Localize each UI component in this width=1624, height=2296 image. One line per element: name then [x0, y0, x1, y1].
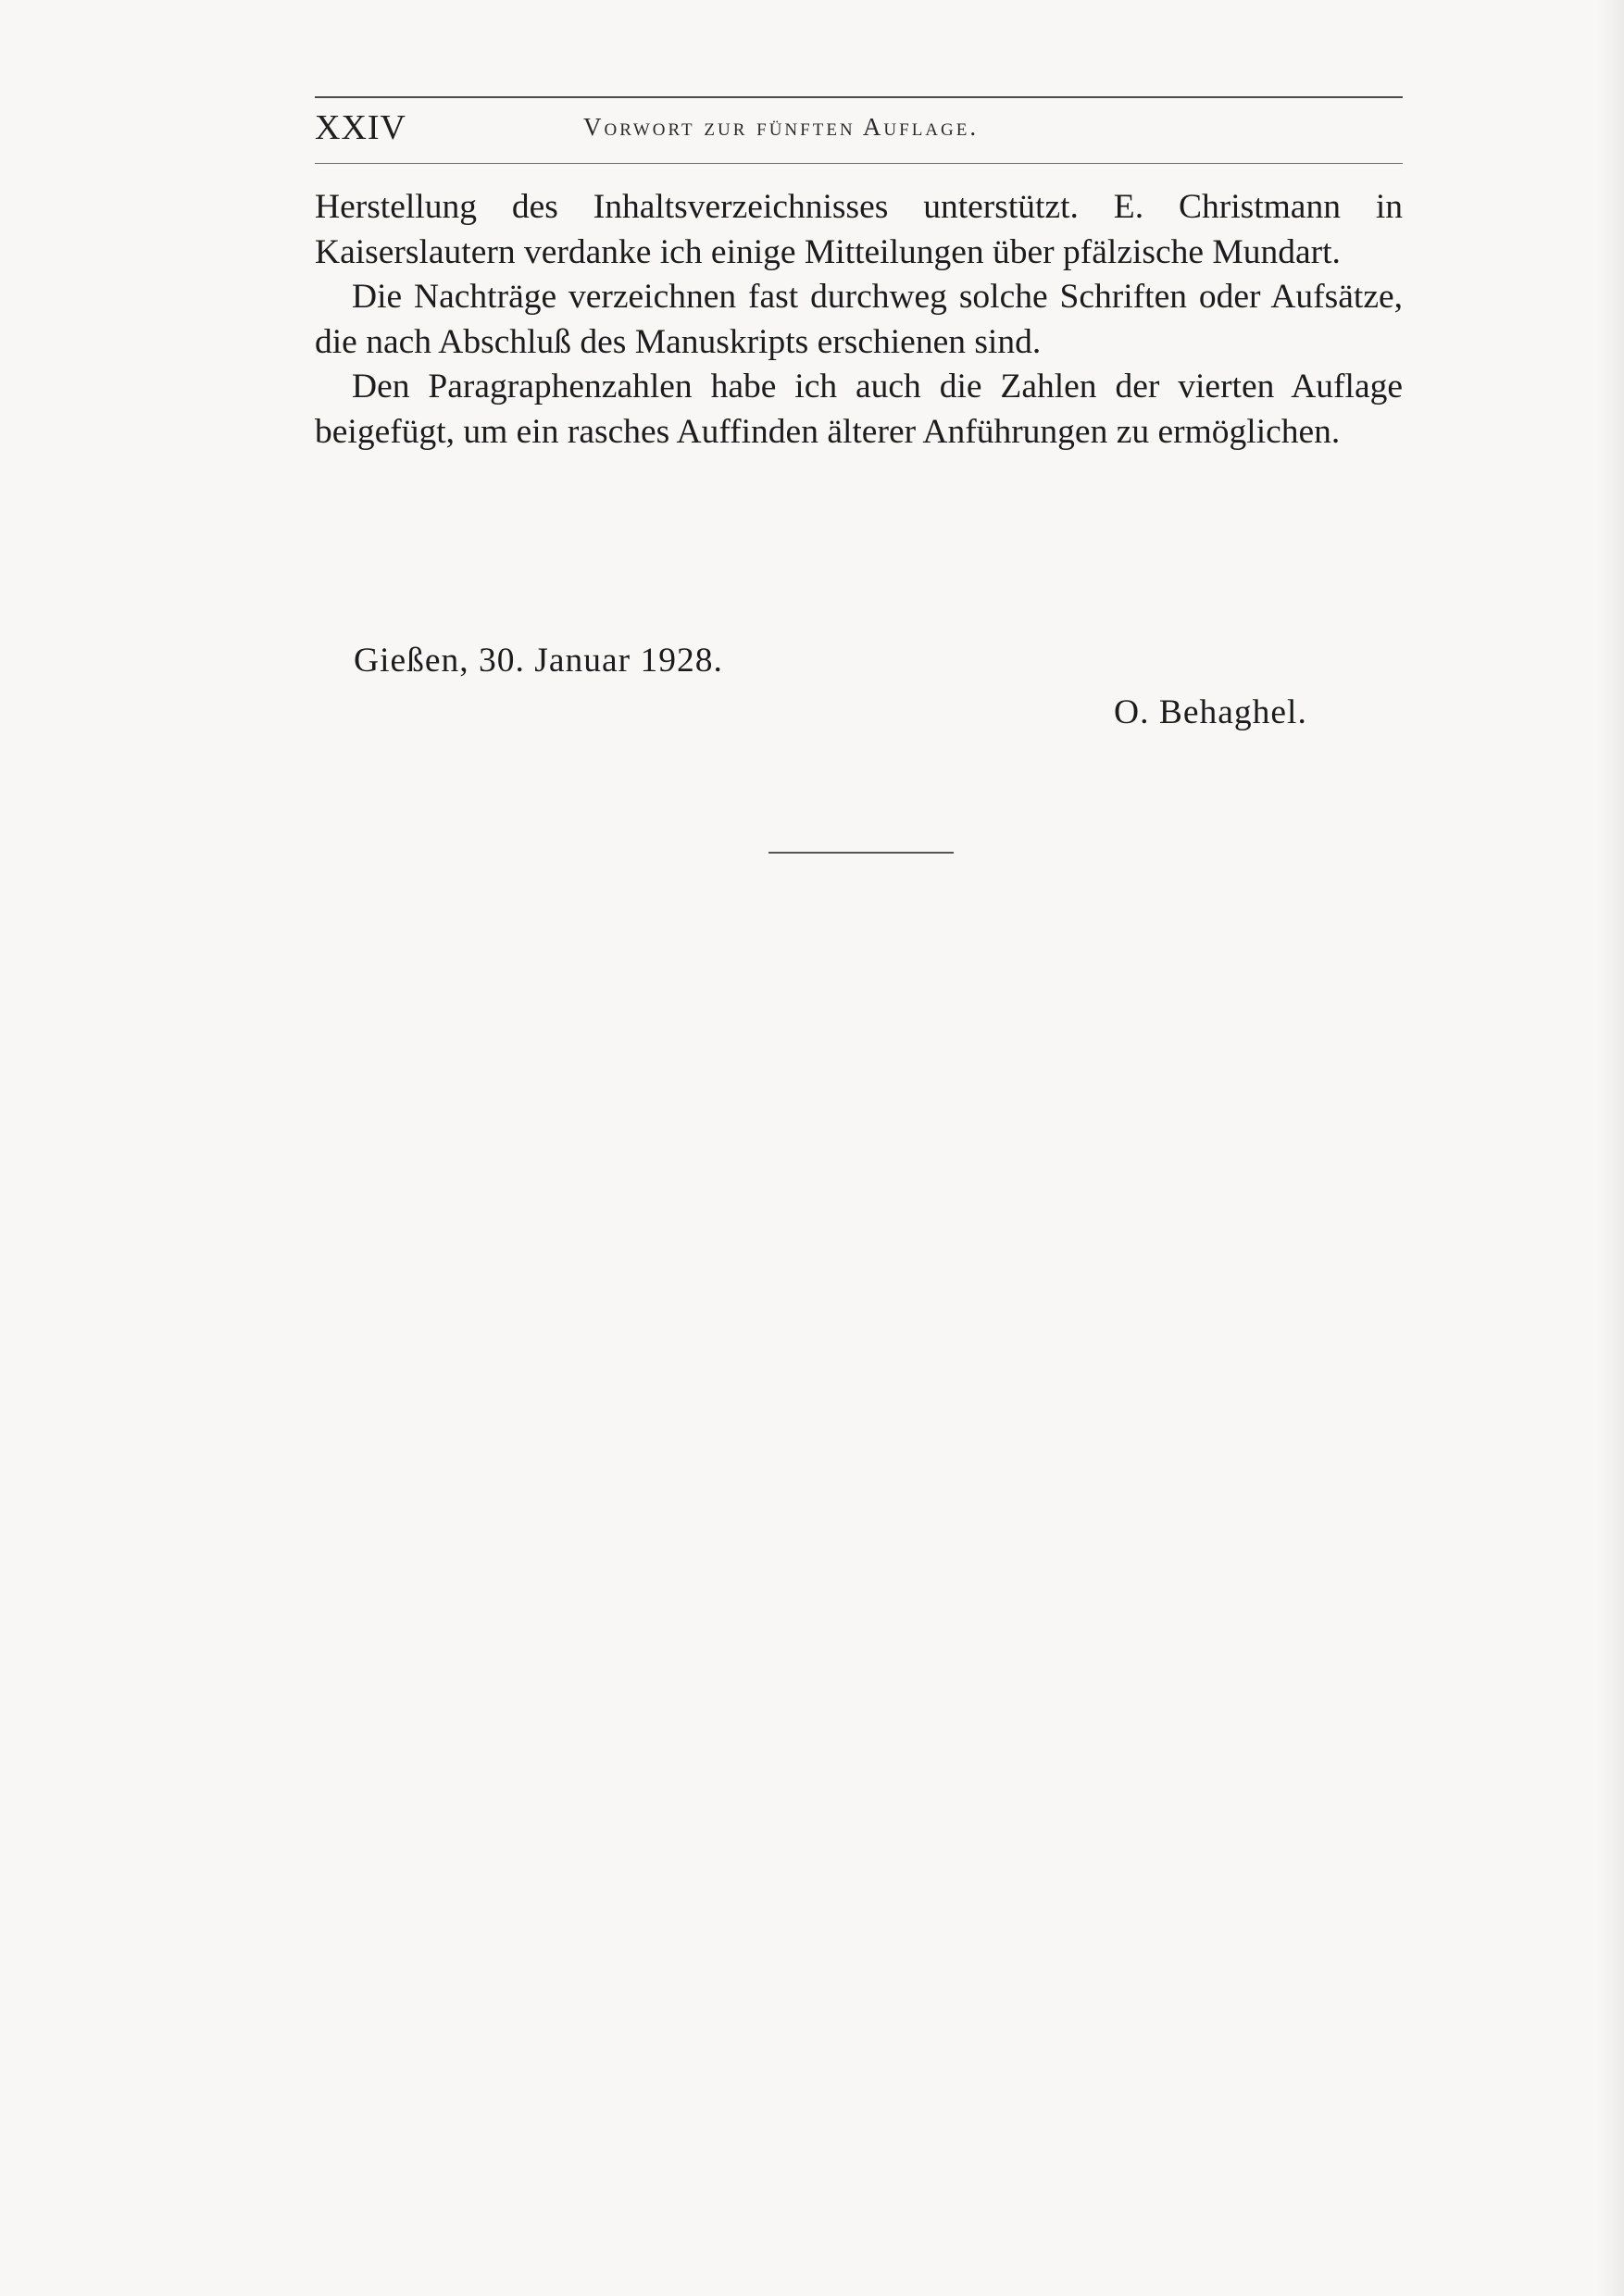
page-number: XXIV	[315, 108, 406, 147]
paragraph-2: Die Nachträge verzeichnen fast durchweg solche Schriften oder Aufsätze, die nach Abschluß des Manuskripts erschienen sind.	[315, 278, 1403, 361]
page-edge-shadow	[1598, 0, 1624, 2296]
place-date: Gießen, 30. Januar 1928.	[354, 642, 723, 680]
running-head-title: Vorwort zur fünften Auflage.	[583, 113, 980, 141]
paragraph-3: Den Paragraphenzahlen habe ich auch die Zahlen der vierten Auflage beigefügt, um ein rasches Auffinden älterer Anführungen zu ermöglichen.	[315, 368, 1403, 451]
end-rule	[768, 852, 954, 854]
signature: O. Behaghel.	[1114, 693, 1307, 731]
body-text	[315, 185, 1403, 455]
header-top-rule	[315, 96, 1403, 98]
header-bottom-rule	[315, 163, 1403, 164]
running-head	[315, 107, 1403, 152]
paragraph-1: Herstellung des Inhaltsverzeichnisses unterstützt. E. Christmann in Kaiserslautern verdanke ich einige Mitteilungen über pfälzische Mundart.	[315, 188, 1403, 271]
